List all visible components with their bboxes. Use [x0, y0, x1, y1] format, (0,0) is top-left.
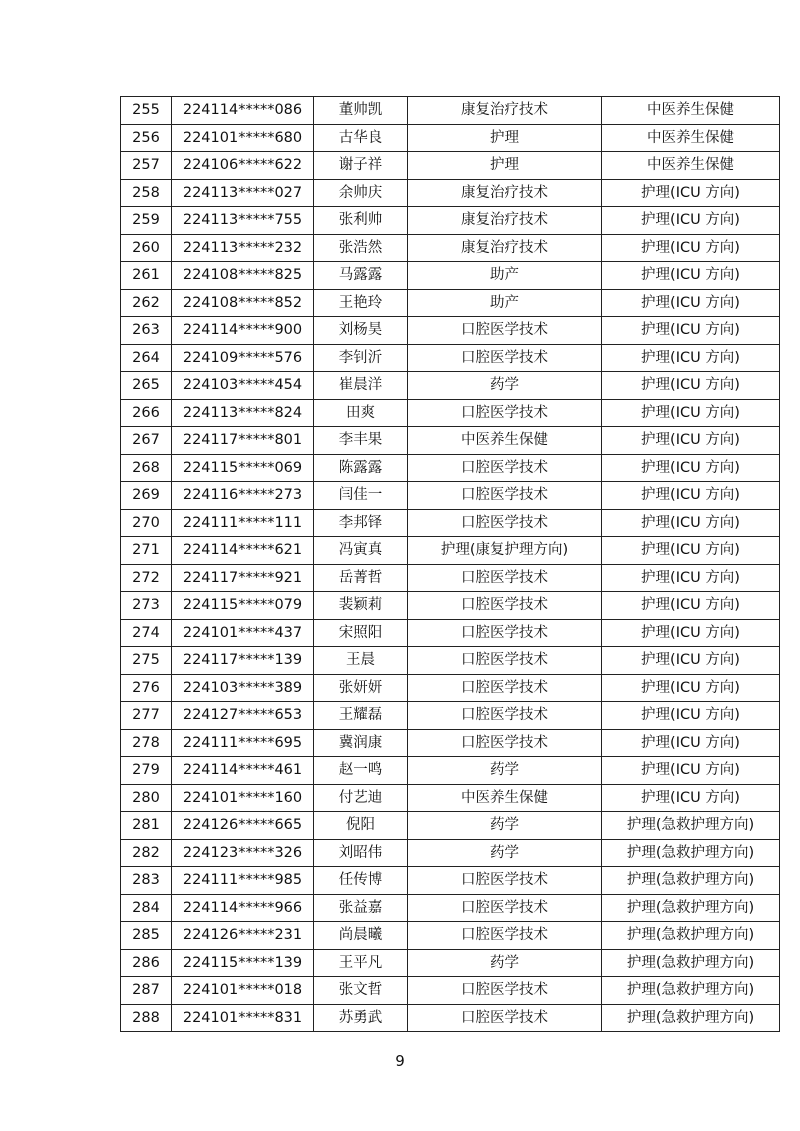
student-name-cell: 李丰果 [314, 427, 408, 455]
row-number-cell: 286 [121, 949, 172, 977]
table-row [121, 317, 780, 345]
student-id-cell: 224101*****018 [172, 977, 314, 1005]
student-id-cell: 224113*****755 [172, 207, 314, 235]
student-id-cell: 224113*****824 [172, 399, 314, 427]
table-row [121, 784, 780, 812]
target-major-cell: 护理(ICU 方向) [602, 509, 780, 537]
target-major-cell: 护理(急救护理方向) [602, 839, 780, 867]
table-row [121, 234, 780, 262]
student-id-cell: 224115*****069 [172, 454, 314, 482]
original-major-cell: 口腔医学技术 [408, 399, 602, 427]
student-id-cell: 224106*****622 [172, 152, 314, 180]
student-id-cell: 224103*****389 [172, 674, 314, 702]
original-major-cell: 康复治疗技术 [408, 207, 602, 235]
table-row [121, 977, 780, 1005]
row-number-cell: 261 [121, 262, 172, 290]
table-row [121, 674, 780, 702]
student-name-cell: 张益嘉 [314, 894, 408, 922]
student-id-cell: 224101*****680 [172, 124, 314, 152]
table-row [121, 922, 780, 950]
target-major-cell: 中医养生保健 [602, 152, 780, 180]
student-id-cell: 224114*****621 [172, 537, 314, 565]
original-major-cell: 中医养生保健 [408, 784, 602, 812]
row-number-cell: 270 [121, 509, 172, 537]
student-name-cell: 付艺迪 [314, 784, 408, 812]
original-major-cell: 口腔医学技术 [408, 867, 602, 895]
student-id-cell: 224108*****852 [172, 289, 314, 317]
original-major-cell: 口腔医学技术 [408, 454, 602, 482]
student-name-cell: 岳菁哲 [314, 564, 408, 592]
table-row [121, 757, 780, 785]
row-number-cell: 269 [121, 482, 172, 510]
row-number-cell: 287 [121, 977, 172, 1005]
table-row [121, 839, 780, 867]
target-major-cell: 护理(ICU 方向) [602, 757, 780, 785]
student-name-cell: 尚晨曦 [314, 922, 408, 950]
target-major-cell: 护理(ICU 方向) [602, 262, 780, 290]
original-major-cell: 口腔医学技术 [408, 977, 602, 1005]
table-row [121, 179, 780, 207]
student-id-cell: 224109*****576 [172, 344, 314, 372]
table-row [121, 124, 780, 152]
table-row [121, 262, 780, 290]
row-number-cell: 255 [121, 97, 172, 125]
row-number-cell: 281 [121, 812, 172, 840]
original-major-cell: 口腔医学技术 [408, 344, 602, 372]
student-name-cell: 王晨 [314, 647, 408, 675]
student-id-cell: 224113*****027 [172, 179, 314, 207]
student-name-cell: 冀润康 [314, 729, 408, 757]
original-major-cell: 药学 [408, 812, 602, 840]
student-id-cell: 224103*****454 [172, 372, 314, 400]
row-number-cell: 288 [121, 1004, 172, 1032]
table-row [121, 372, 780, 400]
target-major-cell: 护理(ICU 方向) [602, 619, 780, 647]
table-row [121, 537, 780, 565]
target-major-cell: 护理(ICU 方向) [602, 234, 780, 262]
student-name-cell: 宋照阳 [314, 619, 408, 647]
student-name-cell: 倪阳 [314, 812, 408, 840]
row-number-cell: 277 [121, 702, 172, 730]
student-name-cell: 崔晨洋 [314, 372, 408, 400]
target-major-cell: 护理(ICU 方向) [602, 702, 780, 730]
original-major-cell: 口腔医学技术 [408, 619, 602, 647]
student-name-cell: 闫佳一 [314, 482, 408, 510]
table-row [121, 97, 780, 125]
target-major-cell: 护理(急救护理方向) [602, 812, 780, 840]
target-major-cell: 护理(ICU 方向) [602, 207, 780, 235]
original-major-cell: 助产 [408, 289, 602, 317]
student-name-cell: 赵一鸣 [314, 757, 408, 785]
table-row [121, 207, 780, 235]
student-id-cell: 224114*****900 [172, 317, 314, 345]
original-major-cell: 口腔医学技术 [408, 317, 602, 345]
table-row [121, 702, 780, 730]
student-name-cell: 董帅凯 [314, 97, 408, 125]
table-row [121, 427, 780, 455]
table-row [121, 894, 780, 922]
target-major-cell: 护理(ICU 方向) [602, 647, 780, 675]
table-row [121, 592, 780, 620]
student-id-cell: 224108*****825 [172, 262, 314, 290]
original-major-cell: 口腔医学技术 [408, 1004, 602, 1032]
target-major-cell: 护理(ICU 方向) [602, 317, 780, 345]
student-name-cell: 张文哲 [314, 977, 408, 1005]
student-name-cell: 谢子祥 [314, 152, 408, 180]
target-major-cell: 护理(急救护理方向) [602, 1004, 780, 1032]
student-id-cell: 224117*****921 [172, 564, 314, 592]
student-name-cell: 王平凡 [314, 949, 408, 977]
student-name-cell: 王艳玲 [314, 289, 408, 317]
student-id-cell: 224111*****111 [172, 509, 314, 537]
original-major-cell: 护理 [408, 124, 602, 152]
row-number-cell: 278 [121, 729, 172, 757]
original-major-cell: 口腔医学技术 [408, 482, 602, 510]
target-major-cell: 护理(急救护理方向) [602, 949, 780, 977]
student-id-cell: 224116*****273 [172, 482, 314, 510]
row-number-cell: 260 [121, 234, 172, 262]
original-major-cell: 康复治疗技术 [408, 97, 602, 125]
original-major-cell: 护理 [408, 152, 602, 180]
student-id-cell: 224114*****461 [172, 757, 314, 785]
original-major-cell: 口腔医学技术 [408, 729, 602, 757]
student-name-cell: 苏勇武 [314, 1004, 408, 1032]
page-number: 9 [395, 1052, 405, 1070]
original-major-cell: 口腔医学技术 [408, 674, 602, 702]
target-major-cell: 护理(急救护理方向) [602, 922, 780, 950]
target-major-cell: 护理(ICU 方向) [602, 427, 780, 455]
student-name-cell: 张妍妍 [314, 674, 408, 702]
row-number-cell: 267 [121, 427, 172, 455]
row-number-cell: 259 [121, 207, 172, 235]
original-major-cell: 口腔医学技术 [408, 592, 602, 620]
row-number-cell: 284 [121, 894, 172, 922]
table-row [121, 647, 780, 675]
table-row [121, 1004, 780, 1032]
original-major-cell: 中医养生保健 [408, 427, 602, 455]
table-row [121, 344, 780, 372]
row-number-cell: 258 [121, 179, 172, 207]
target-major-cell: 护理(ICU 方向) [602, 564, 780, 592]
target-major-cell: 中医养生保健 [602, 124, 780, 152]
student-id-cell: 224111*****695 [172, 729, 314, 757]
table-row [121, 482, 780, 510]
student-id-cell: 224115*****139 [172, 949, 314, 977]
student-id-cell: 224126*****231 [172, 922, 314, 950]
student-id-cell: 224117*****801 [172, 427, 314, 455]
row-number-cell: 272 [121, 564, 172, 592]
student-transfer-table [120, 96, 780, 1032]
student-name-cell: 李钊沂 [314, 344, 408, 372]
row-number-cell: 264 [121, 344, 172, 372]
student-id-cell: 224101*****160 [172, 784, 314, 812]
table-row [121, 949, 780, 977]
student-id-cell: 224127*****653 [172, 702, 314, 730]
row-number-cell: 276 [121, 674, 172, 702]
row-number-cell: 274 [121, 619, 172, 647]
table-row [121, 729, 780, 757]
student-name-cell: 张浩然 [314, 234, 408, 262]
row-number-cell: 263 [121, 317, 172, 345]
target-major-cell: 护理(ICU 方向) [602, 344, 780, 372]
table-row [121, 564, 780, 592]
row-number-cell: 268 [121, 454, 172, 482]
target-major-cell: 中医养生保健 [602, 97, 780, 125]
row-number-cell: 262 [121, 289, 172, 317]
student-id-cell: 224113*****232 [172, 234, 314, 262]
original-major-cell: 药学 [408, 757, 602, 785]
table-row [121, 867, 780, 895]
row-number-cell: 285 [121, 922, 172, 950]
target-major-cell: 护理(ICU 方向) [602, 674, 780, 702]
row-number-cell: 271 [121, 537, 172, 565]
original-major-cell: 康复治疗技术 [408, 234, 602, 262]
target-major-cell: 护理(ICU 方向) [602, 729, 780, 757]
student-name-cell: 马露露 [314, 262, 408, 290]
table-body [121, 97, 780, 1032]
student-id-cell: 224101*****831 [172, 1004, 314, 1032]
target-major-cell: 护理(ICU 方向) [602, 482, 780, 510]
original-major-cell: 护理(康复护理方向) [408, 537, 602, 565]
original-major-cell: 药学 [408, 372, 602, 400]
row-number-cell: 257 [121, 152, 172, 180]
target-major-cell: 护理(ICU 方向) [602, 454, 780, 482]
original-major-cell: 口腔医学技术 [408, 509, 602, 537]
target-major-cell: 护理(ICU 方向) [602, 289, 780, 317]
student-id-cell: 224114*****086 [172, 97, 314, 125]
student-name-cell: 陈露露 [314, 454, 408, 482]
student-name-cell: 张利帅 [314, 207, 408, 235]
original-major-cell: 康复治疗技术 [408, 179, 602, 207]
original-major-cell: 药学 [408, 839, 602, 867]
target-major-cell: 护理(急救护理方向) [602, 867, 780, 895]
student-name-cell: 刘昭伟 [314, 839, 408, 867]
original-major-cell: 口腔医学技术 [408, 894, 602, 922]
student-id-cell: 224111*****985 [172, 867, 314, 895]
original-major-cell: 助产 [408, 262, 602, 290]
student-id-cell: 224123*****326 [172, 839, 314, 867]
student-id-cell: 224126*****665 [172, 812, 314, 840]
table-row [121, 399, 780, 427]
student-name-cell: 田爽 [314, 399, 408, 427]
original-major-cell: 口腔医学技术 [408, 702, 602, 730]
original-major-cell: 口腔医学技术 [408, 922, 602, 950]
student-name-cell: 余帅庆 [314, 179, 408, 207]
student-id-cell: 224101*****437 [172, 619, 314, 647]
row-number-cell: 265 [121, 372, 172, 400]
row-number-cell: 283 [121, 867, 172, 895]
table-row [121, 152, 780, 180]
table-row [121, 812, 780, 840]
row-number-cell: 279 [121, 757, 172, 785]
student-name-cell: 王耀磊 [314, 702, 408, 730]
row-number-cell: 280 [121, 784, 172, 812]
target-major-cell: 护理(ICU 方向) [602, 179, 780, 207]
target-major-cell: 护理(ICU 方向) [602, 399, 780, 427]
row-number-cell: 256 [121, 124, 172, 152]
original-major-cell: 口腔医学技术 [408, 647, 602, 675]
student-id-cell: 224115*****079 [172, 592, 314, 620]
original-major-cell: 药学 [408, 949, 602, 977]
student-name-cell: 李邦铎 [314, 509, 408, 537]
target-major-cell: 护理(ICU 方向) [602, 592, 780, 620]
target-major-cell: 护理(ICU 方向) [602, 372, 780, 400]
row-number-cell: 273 [121, 592, 172, 620]
student-name-cell: 古华良 [314, 124, 408, 152]
original-major-cell: 口腔医学技术 [408, 564, 602, 592]
student-name-cell: 冯寅真 [314, 537, 408, 565]
row-number-cell: 282 [121, 839, 172, 867]
target-major-cell: 护理(ICU 方向) [602, 537, 780, 565]
table-row [121, 619, 780, 647]
table-row [121, 454, 780, 482]
table-row [121, 289, 780, 317]
target-major-cell: 护理(急救护理方向) [602, 977, 780, 1005]
row-number-cell: 266 [121, 399, 172, 427]
student-id-cell: 224114*****966 [172, 894, 314, 922]
student-name-cell: 任传博 [314, 867, 408, 895]
table-row [121, 509, 780, 537]
target-major-cell: 护理(急救护理方向) [602, 894, 780, 922]
target-major-cell: 护理(ICU 方向) [602, 784, 780, 812]
student-name-cell: 刘杨昊 [314, 317, 408, 345]
student-id-cell: 224117*****139 [172, 647, 314, 675]
student-name-cell: 裴颖莉 [314, 592, 408, 620]
row-number-cell: 275 [121, 647, 172, 675]
